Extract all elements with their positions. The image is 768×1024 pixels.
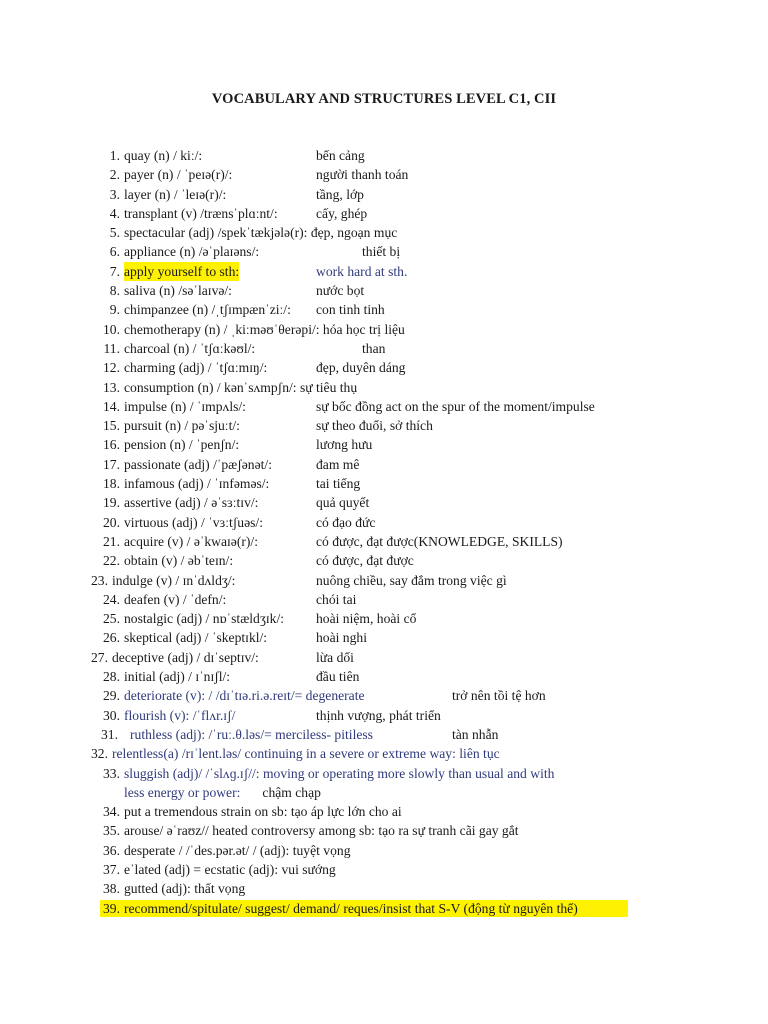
item-number: 9. xyxy=(109,302,120,318)
list-item xyxy=(0,204,768,223)
item-meaning: thịnh vượng, phát triển xyxy=(316,707,441,723)
item-number: 35. xyxy=(103,823,120,839)
item-term: deceptive (adj) / dɪˈseptɪv/: xyxy=(112,649,259,665)
item-term: spectacular (adj) /spekˈtækjələ(r): đẹp, ngoạn mục xyxy=(124,225,398,241)
item-number: 19. xyxy=(103,495,120,511)
item-term: chimpanzee (n) /ˌtʃɪmpænˈziː/: xyxy=(124,302,291,318)
item-meaning: lừa dối xyxy=(316,649,354,665)
list-item xyxy=(0,879,768,898)
item-term: deteriorate (v): / /dɪˈtɪə.ri.ə.reɪt/= degenerate xyxy=(124,688,365,704)
item-number: 29. xyxy=(103,688,120,704)
item-number: 14. xyxy=(103,398,120,414)
item-term: passionate (adj) /ˈpæʃənət/: xyxy=(124,456,272,472)
list-item xyxy=(0,300,768,319)
list-item xyxy=(0,455,768,474)
item-meaning: bến cảng xyxy=(316,148,365,163)
item-meaning: hoài nghi xyxy=(316,630,367,646)
item-term: layer (n) / ˈleɪə(r)/: xyxy=(124,186,227,202)
item-meaning: hoài niệm, hoài cổ xyxy=(316,611,417,627)
item-term: charcoal (n) / ˈtʃɑːkəʊl/: xyxy=(124,340,256,356)
item-term: desperate / /ˈdes.pər.ət/ / (adj): tuyệt vọng xyxy=(124,842,351,858)
item-term: impulse (n) / ˈɪmpʌls/: xyxy=(124,398,246,414)
list-item-highlighted xyxy=(0,262,768,281)
item-number: 12. xyxy=(103,360,120,376)
item-term: flourish (v): /ˈflʌr.ɪʃ/ xyxy=(124,707,236,723)
item-extra: tàn nhẫn xyxy=(452,726,499,742)
item-term: pursuit (n) / pəˈsjuːt/: xyxy=(124,418,240,434)
item-term: pension (n) / ˈpenʃn/: xyxy=(124,437,240,453)
item-meaning: sự theo đuổi, sở thích xyxy=(316,418,433,434)
list-item xyxy=(0,281,768,300)
item-meaning: đầu tiên xyxy=(316,669,360,685)
item-number: 23. xyxy=(91,572,108,588)
item-number: 15. xyxy=(103,418,120,434)
item-term: relentless(a) /rɪˈlent.ləs/ continuing in a severe or extreme way: liên tục xyxy=(112,746,500,762)
item-term: sluggish (adj)/ /ˈslʌɡ.ɪʃ//: moving or operating more slowly than usual and with xyxy=(124,765,555,781)
item-number: 34. xyxy=(103,804,120,820)
page-title: VOCABULARY AND STRUCTURES LEVEL C1, CII xyxy=(211,91,557,107)
item-meaning: thiết bị xyxy=(362,244,401,260)
item-number: 7. xyxy=(109,263,120,279)
item-number: 28. xyxy=(103,669,120,685)
item-meaning: có được, đạt được xyxy=(316,553,414,569)
item-term: payer (n) / ˈpeɪə(r)/: xyxy=(124,167,233,183)
item-number: 27. xyxy=(91,649,108,665)
item-number: 13. xyxy=(103,379,120,395)
item-term: transplant (v) /trænsˈplɑːnt/: xyxy=(124,205,278,221)
item-meaning: người thanh toán xyxy=(316,167,409,183)
item-term: skeptical (adj) / ˈskeptɪkl/: xyxy=(124,630,268,646)
list-item xyxy=(0,841,768,860)
item-term: deafen (v) / ˈdefn/: xyxy=(124,591,227,607)
item-number: 16. xyxy=(103,437,120,453)
item-term: indulge (v) / ɪnˈdʌldʒ/: xyxy=(112,572,236,588)
item-term: ruthless (adj): /ˈruː.θ.ləs/= merciless- pitiless xyxy=(130,726,373,742)
list-item xyxy=(0,320,768,339)
item-term: obtain (v) / əbˈteɪn/: xyxy=(124,553,234,569)
list-item xyxy=(0,667,768,686)
item-number: 39. xyxy=(103,900,120,916)
item-meaning: lương hưu xyxy=(316,437,373,453)
item-term: chemotherapy (n) / ˌkiːməʊˈθerəpi/: hóa học trị liệu xyxy=(124,321,405,337)
item-number: 11. xyxy=(103,340,120,356)
item-number: 1. xyxy=(109,148,120,163)
list-item xyxy=(0,706,768,725)
list-item xyxy=(0,474,768,493)
item-term-continued: less energy or power: xyxy=(124,784,241,800)
item-term: quay (n) / kiː/: xyxy=(124,148,203,163)
item-number: 8. xyxy=(109,283,120,299)
item-term: put a tremendous strain on sb: tạo áp lực lớn cho ai xyxy=(124,804,402,820)
item-number: 21. xyxy=(103,533,120,549)
list-item xyxy=(0,223,768,242)
list-item xyxy=(0,628,768,647)
item-meaning: chậm chạp xyxy=(262,784,321,800)
item-term: charming (adj) / ˈtʃɑːmɪŋ/: xyxy=(124,360,268,376)
item-number: 30. xyxy=(103,707,120,723)
item-term: consumption (n) / kənˈsʌmpʃn/: sự tiêu thụ xyxy=(124,379,358,395)
list-item xyxy=(0,242,768,261)
list-item xyxy=(0,764,768,803)
item-term: apply yourself to sth: xyxy=(124,262,239,281)
item-number: 18. xyxy=(103,476,120,492)
item-meaning: đam mê xyxy=(316,456,360,472)
item-term: recommend/spitulate/ suggest/ demand/ reques/insist that S-V (động từ nguyên thể) xyxy=(124,900,578,916)
list-item xyxy=(0,744,768,763)
item-number: 4. xyxy=(109,205,120,221)
list-item xyxy=(0,378,768,397)
item-number: 37. xyxy=(103,861,120,877)
item-number: 5. xyxy=(109,225,120,241)
item-term: eˈlated (adj) = ecstatic (adj): vui sướng xyxy=(124,861,336,877)
vocabulary-list xyxy=(0,146,768,918)
item-meaning: than xyxy=(362,340,386,356)
item-term: appliance (n) /əˈplaɪəns/: xyxy=(124,244,260,260)
item-number: 22. xyxy=(103,553,120,569)
item-meaning: có được, đạt được(KNOWLEDGE, SKILLS) xyxy=(316,533,563,549)
item-number: 17. xyxy=(103,456,120,472)
list-item xyxy=(0,339,768,358)
item-number: 32. xyxy=(91,746,108,762)
item-number: 24. xyxy=(103,591,120,607)
list-item xyxy=(0,185,768,204)
item-meaning: sự bốc đồng act on the spur of the moment/impulse xyxy=(316,398,595,414)
item-number: 10. xyxy=(103,321,120,337)
item-term: acquire (v) / əˈkwaɪə(r)/: xyxy=(124,533,258,549)
list-item xyxy=(0,802,768,821)
item-meaning: quả quyết xyxy=(316,495,370,511)
list-item xyxy=(0,493,768,512)
item-number: 38. xyxy=(103,881,120,897)
item-meaning: tầng, lớp xyxy=(316,186,364,202)
list-item xyxy=(0,397,768,416)
list-item xyxy=(0,821,768,840)
item-number: 26. xyxy=(103,630,120,646)
list-item-highlighted xyxy=(0,899,768,918)
item-term: initial (adj) / ɪˈnɪʃl/: xyxy=(124,669,231,685)
list-item xyxy=(0,165,768,184)
item-number: 25. xyxy=(103,611,120,627)
item-term: assertive (adj) / əˈsɜːtɪv/: xyxy=(124,495,259,511)
list-item xyxy=(0,146,768,165)
item-number: 3. xyxy=(109,186,120,202)
list-item xyxy=(0,860,768,879)
item-term: saliva (n) /səˈlaɪvə/: xyxy=(124,283,232,299)
list-item xyxy=(0,571,768,590)
list-item xyxy=(0,513,768,532)
list-item xyxy=(0,609,768,628)
item-meaning: work hard at sth. xyxy=(316,263,408,279)
item-term: gutted (adj): thất vọng xyxy=(124,881,246,897)
item-number: 6. xyxy=(109,244,120,260)
item-meaning: cấy, ghép xyxy=(316,205,368,221)
item-meaning: có đạo đức xyxy=(316,514,376,530)
item-meaning: nuông chiều, say đắm trong việc gì xyxy=(316,572,507,588)
item-number: 33. xyxy=(103,765,120,781)
item-extra: trở nên tồi tệ hơn xyxy=(452,688,546,704)
list-item xyxy=(0,551,768,570)
item-meaning: tai tiếng xyxy=(316,476,361,492)
item-number: 31. xyxy=(101,726,118,742)
item-number: 36. xyxy=(103,842,120,858)
item-term: infamous (adj) / ˈɪnfəməs/: xyxy=(124,476,270,492)
item-meaning: đẹp, duyên dáng xyxy=(316,360,406,376)
item-meaning: chói tai xyxy=(316,591,357,607)
item-meaning: con tinh tinh xyxy=(316,302,385,318)
item-term: nostalgic (adj) / nɒˈstældʒɪk/: xyxy=(124,611,285,627)
list-item xyxy=(0,725,768,744)
item-term: virtuous (adj) / ˈvɜːtʃuəs/: xyxy=(124,514,263,530)
item-number: 20. xyxy=(103,514,120,530)
list-item xyxy=(0,435,768,454)
item-term: arouse/ əˈraʊz// heated controversy among sb: tạo ra sự tranh cãi gay gắt xyxy=(124,823,519,839)
list-item xyxy=(0,590,768,609)
item-number: 2. xyxy=(109,167,120,183)
list-item xyxy=(0,532,768,551)
list-item xyxy=(0,686,768,705)
list-item xyxy=(0,648,768,667)
item-meaning: nước bọt xyxy=(316,283,365,299)
list-item xyxy=(0,358,768,377)
list-item xyxy=(0,416,768,435)
